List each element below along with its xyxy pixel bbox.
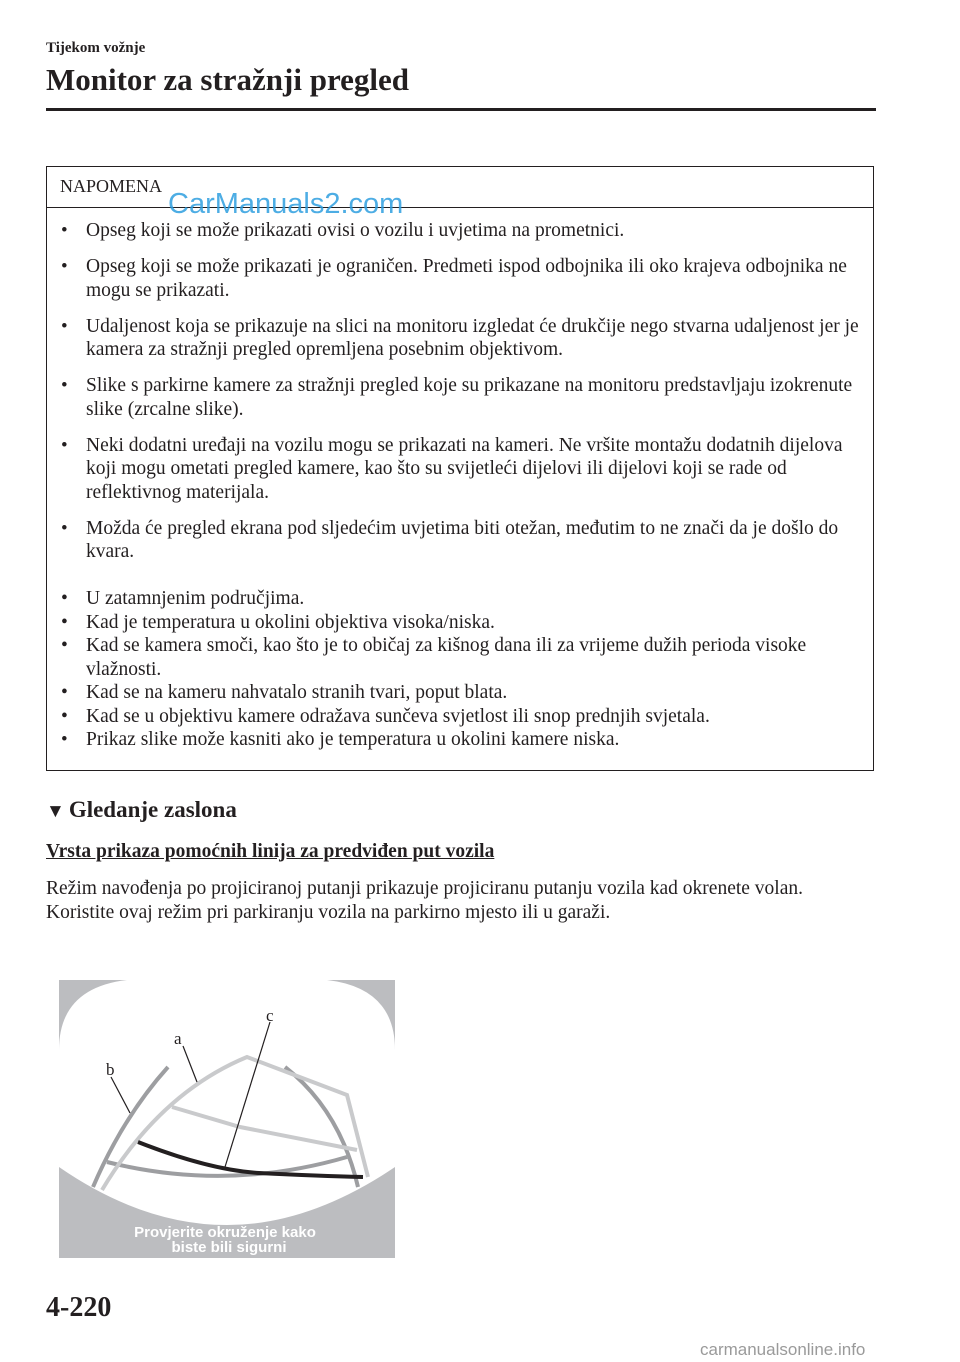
- list-item: • Prikaz slike može kasniti ako je temperatura u okolini kamere niska.: [61, 728, 863, 752]
- sub-list-item: • Kad se na kameru nahvatalo stranih tvari, poput blata.: [61, 681, 863, 705]
- page-title: Monitor za stražnji pregled: [46, 62, 410, 97]
- section-heading-text: Gledanje zaslona: [68, 797, 237, 822]
- page-number: 4-220: [46, 1292, 112, 1323]
- list-item: • Opseg koji se može prikazati ovisi o vozilu i uvjetima na prometnici.: [61, 219, 863, 243]
- sub-list-item: • Kad se u objektivu kamere odražava sunčeva svjetlost ili snop prednjih svjetala.: [61, 705, 863, 729]
- list-item: • Udaljenost koja se prikazuje na slici na monitoru izgledat će drukčije nego stvarna udaljenost jer je kamera za stražnji pregled opremljena posebnim objektivom.: [61, 315, 863, 362]
- note-list: [47, 208, 873, 564]
- body-text: [46, 877, 846, 924]
- sub-list-item: • Kad je temperatura u okolini objektiva visoka/niska.: [61, 611, 863, 635]
- list-item: • Možda će pregled ekrana pod sljedećim uvjetima biti otežan, međutim to ne znači da je došlo do kvara.: [61, 517, 863, 564]
- label-c: c: [266, 1006, 274, 1025]
- list-item: • Neki dodatni uređaji na vozilu mogu se prikazati na kameri. Ne vršite montažu dodatnih dijelova koji mogu ometati pregled kamere, kao što su svijetleći dijelovi ili dijelovi koji se rade od reflektivnog materijala.: [61, 434, 863, 505]
- note-heading: NAPOMENA: [47, 167, 873, 208]
- caption-line-1: Provjerite okruženje kako: [134, 1224, 316, 1241]
- watermark: CarManuals2.com: [168, 188, 404, 220]
- sub-list-item: • Kad se kamera smoči, kao što je to običaj za kišnog dana ili za vrijeme dužih perioda visoke vlažnosti.: [61, 634, 863, 681]
- sub-list-item: • U zatamnjenim područjima.: [61, 587, 863, 611]
- triangle-icon: ▼: [46, 801, 65, 822]
- section-label: Tijekom vožnje: [46, 40, 146, 56]
- note-box: [46, 166, 874, 771]
- list-item: • Slike s parkirne kamere za stražnji pregled koje su prikazane na monitoru predstavljaju izokrenute slike (zrcalne slike).: [61, 374, 863, 421]
- paragraph: Režim navođenja po projiciranoj putanji prikazuje projiciranu putanju vozila kad okrenete volan.: [46, 878, 803, 899]
- list-item: • Opseg koji se može prikazati je ograničen. Predmeti ispod odbojnika ili oko krajeva odbojnika ne mogu se prikazati.: [61, 255, 863, 302]
- title-rule: [46, 108, 876, 111]
- site-watermark: carmanualsonline.info: [700, 1340, 866, 1359]
- paragraph: Koristite ovaj režim pri parkiranju vozila na parkirno mjesto ili u garaži.: [46, 901, 611, 923]
- screen-area: [59, 980, 395, 1225]
- sub-list: [47, 576, 873, 728]
- subheading: Vrsta prikaza pomoćnih linija za predviđen put vozila: [46, 841, 495, 862]
- guide-lines-figure: [59, 980, 395, 1258]
- label-a: a: [174, 1029, 182, 1048]
- caption-line-2: biste bili sigurni: [171, 1239, 287, 1256]
- note-list-end: [47, 728, 873, 752]
- section-heading: [46, 797, 237, 823]
- label-b: b: [106, 1060, 115, 1079]
